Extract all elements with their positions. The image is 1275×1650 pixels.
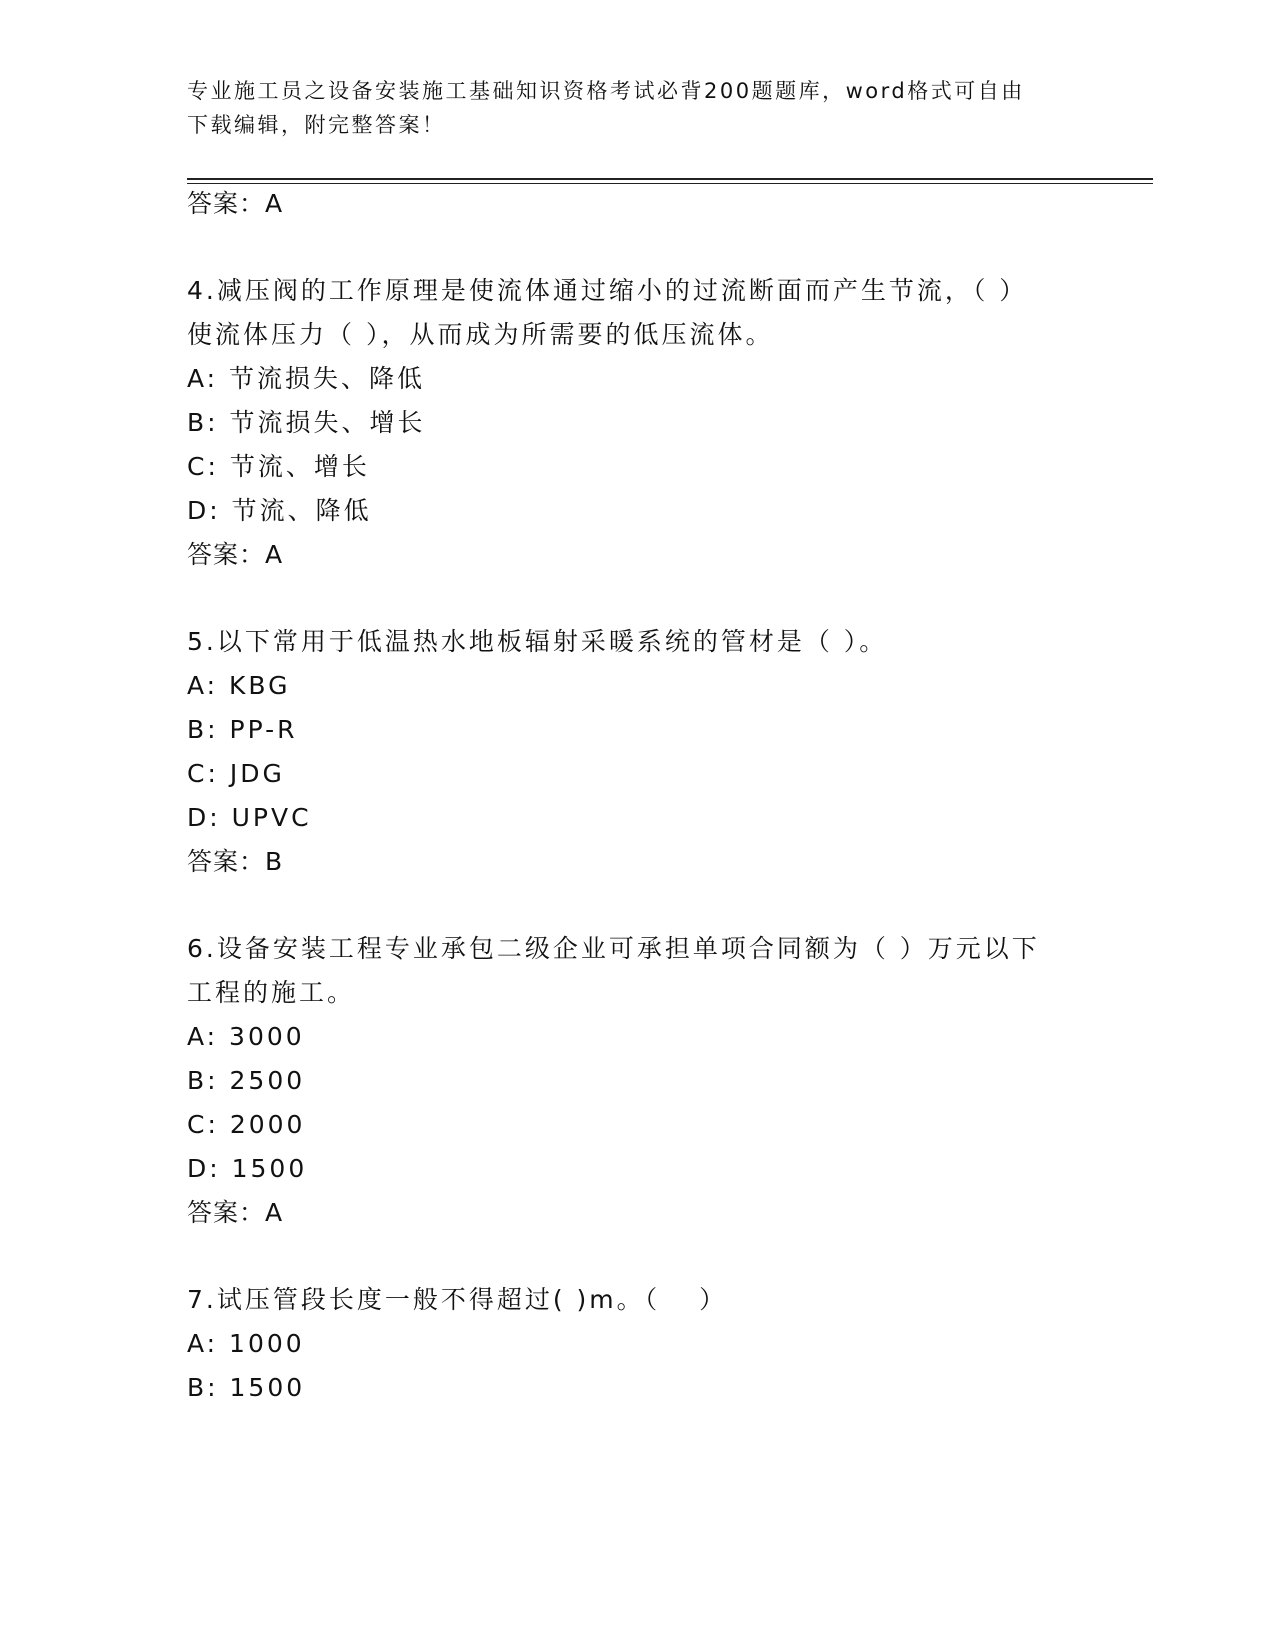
question-4-option-c: C: 节流、增长 <box>187 452 370 481</box>
header-rule-thin <box>187 183 1153 184</box>
header-line-1: 专业施工员之设备安装施工基础知识资格考试必背200题题库，word格式可自由 <box>187 79 1025 103</box>
question-7-option-a: A: 1000 <box>187 1329 305 1358</box>
question-6-line-1: 6.设备安装工程专业承包二级企业可承担单项合同额为（ ）万元以下 <box>187 934 1040 963</box>
question-6-option-d: D: 1500 <box>187 1154 308 1183</box>
question-7-line-1: 7.试压管段长度一般不得超过( )m。（ ） <box>187 1285 728 1314</box>
question-4-answer: 答案：A <box>187 540 284 569</box>
question-6-option-c: C: 2000 <box>187 1110 306 1139</box>
answer-line: 答案：A <box>187 189 284 218</box>
question-5-line-1: 5.以下常用于低温热水地板辐射采暖系统的管材是（ ）。 <box>187 627 888 656</box>
question-6-answer: 答案：A <box>187 1198 284 1227</box>
document-header <box>187 74 1067 142</box>
question-5-answer: 答案：B <box>187 847 284 876</box>
question-4-option-b: B: 节流损失、增长 <box>187 408 426 437</box>
question-5-option-b: B: PP-R <box>187 715 298 744</box>
question-6-option-a: A: 3000 <box>187 1022 305 1051</box>
question-4-option-d: D: 节流、降低 <box>187 496 372 525</box>
question-5-option-a: A: KBG <box>187 671 291 700</box>
question-5-option-c: C: JDG <box>187 759 285 788</box>
question-4-line-1: 4.减压阀的工作原理是使流体通过缩小的过流断面而产生节流，（ ） <box>187 276 1028 305</box>
question-6-option-b: B: 2500 <box>187 1066 306 1095</box>
question-6-line-2: 工程的施工。 <box>187 978 356 1007</box>
question-7-option-b: B: 1500 <box>187 1373 306 1402</box>
header-line-2: 下载编辑，附完整答案！ <box>187 113 446 137</box>
question-5-option-d: D: UPVC <box>187 803 312 832</box>
header-rule-thick <box>187 178 1153 180</box>
question-4-line-2: 使流体压力（ ），从而成为所需要的低压流体。 <box>187 320 774 349</box>
question-4-option-a: A: 节流损失、降低 <box>187 364 426 393</box>
